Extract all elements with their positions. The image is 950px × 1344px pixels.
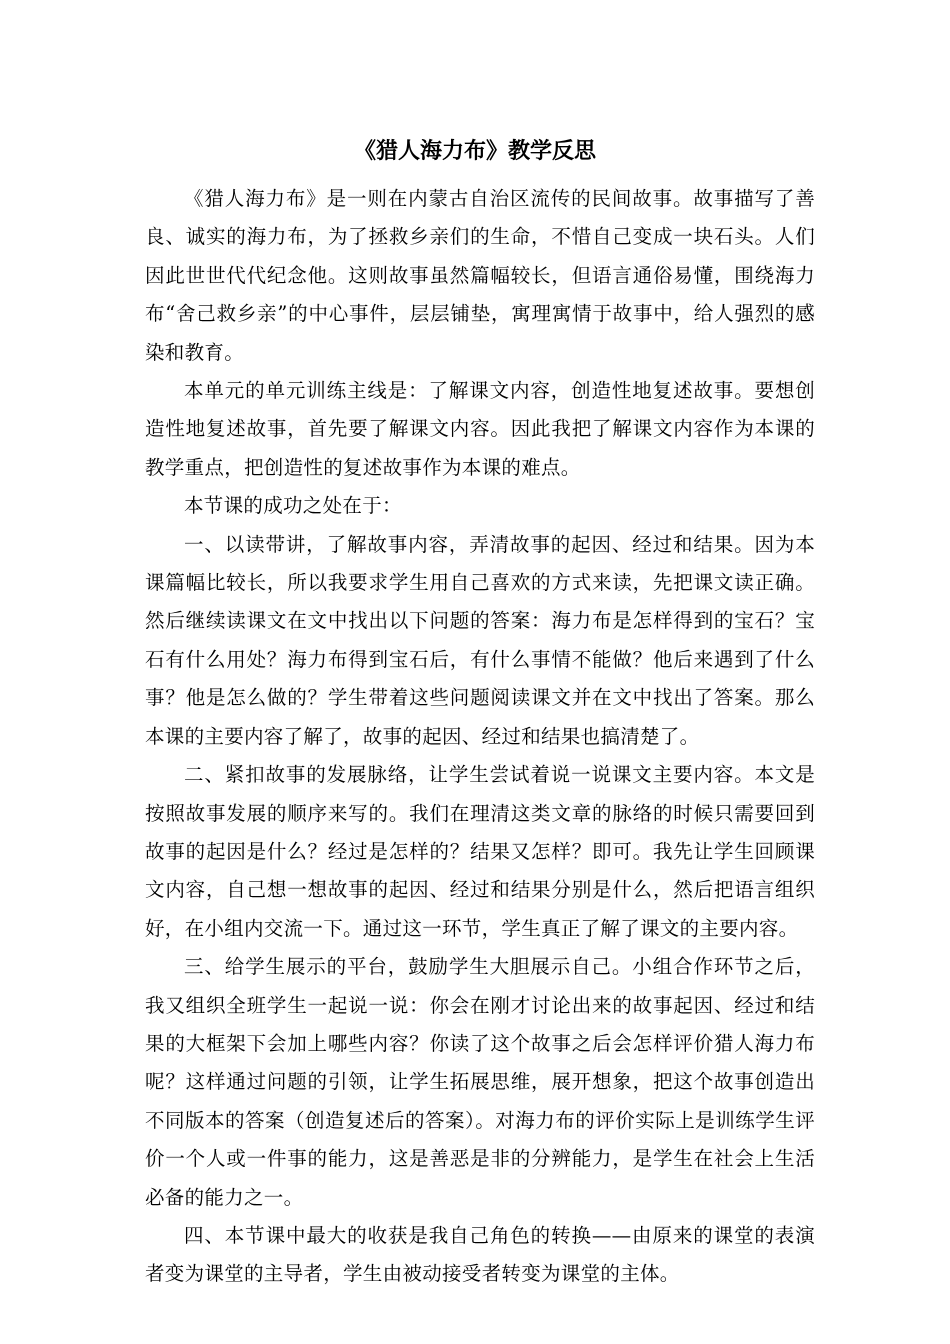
- document-title: 《猎人海力布》教学反思: [353, 139, 596, 164]
- paragraph-success-heading: 本节课的成功之处在于：: [184, 494, 402, 518]
- paragraph-point-one: 一、以读带讲，了解故事内容，弄清故事的起因、经过和结果。因为本课篇幅比较长，所以我要求学生用自己喜欢的方式来读，先把课文读正确。然后继续读课文在文中找出以下问题的答案：海力布是怎样得到的宝石？宝石有什么用处？海力布得到宝石后，有什么事情不能做？他后来遇到了什么事？他是怎么做的？学生带着这些问题阅读课文并在文中找出了答案。那么本课的主要内容了解了，故事的起因、经过和结果也搞清楚了。: [145, 532, 815, 748]
- paragraph-point-three: 三、给学生展示的平台，鼓励学生大胆展示自己。小组合作环节之后，我又组织全班学生一起说一说：你会在刚才讨论出来的故事起因、经过和结果的大框架下会加上哪些内容？你读了这个故事之后会怎样评价猎人海力布呢？这样通过问题的引领，让学生拓展思维，展开想象，把这个故事创造出不同版本的答案（创造复述后的答案）。对海力布的评价实际上是训练学生评价一个人或一件事的能力，这是善恶是非的分辨能力，是学生在社会上生活必备的能力之一。: [145, 955, 815, 1209]
- paragraph-point-two: 二、紧扣故事的发展脉络，让学生尝试着说一说课文主要内容。本文是按照故事发展的顺序来写的。我们在理清这类文章的脉络的时候只需要回到故事的起因是什么？经过是怎样的？结果又怎样？即可。我先让学生回顾课文内容，自己想一想故事的起因、经过和结果分别是什么，然后把语言组织好，在小组内交流一下。通过这一环节，学生真正了解了课文的主要内容。: [145, 763, 815, 940]
- paragraph-intro: 《猎人海力布》是一则在内蒙古自治区流传的民间故事。故事描写了善良、诚实的海力布，为了拯救乡亲们的生命，不惜自己变成一块石头。人们因此世世代代纪念他。这则故事虽然篇幅较长，但语言通俗易懂，围绕海力布“舍己救乡亲”的中心事件，层层铺垫，寓理寓情于故事中，给人强烈的感染和教育。: [145, 187, 815, 364]
- document-body: [145, 180, 815, 1294]
- paragraph-unit-focus: 本单元的单元训练主线是：了解课文内容，创造性地复述故事。要想创造性地复述故事，首先要了解课文内容。因此我把了解课文内容作为本课的教学重点，把创造性的复述故事作为本课的难点。: [145, 379, 815, 479]
- paragraph-point-four: 四、本节课中最大的收获是我自己角色的转换——由原来的课堂的表演者变为课堂的主导者，学生由被动接受者转变为课堂的主体。: [145, 1223, 815, 1286]
